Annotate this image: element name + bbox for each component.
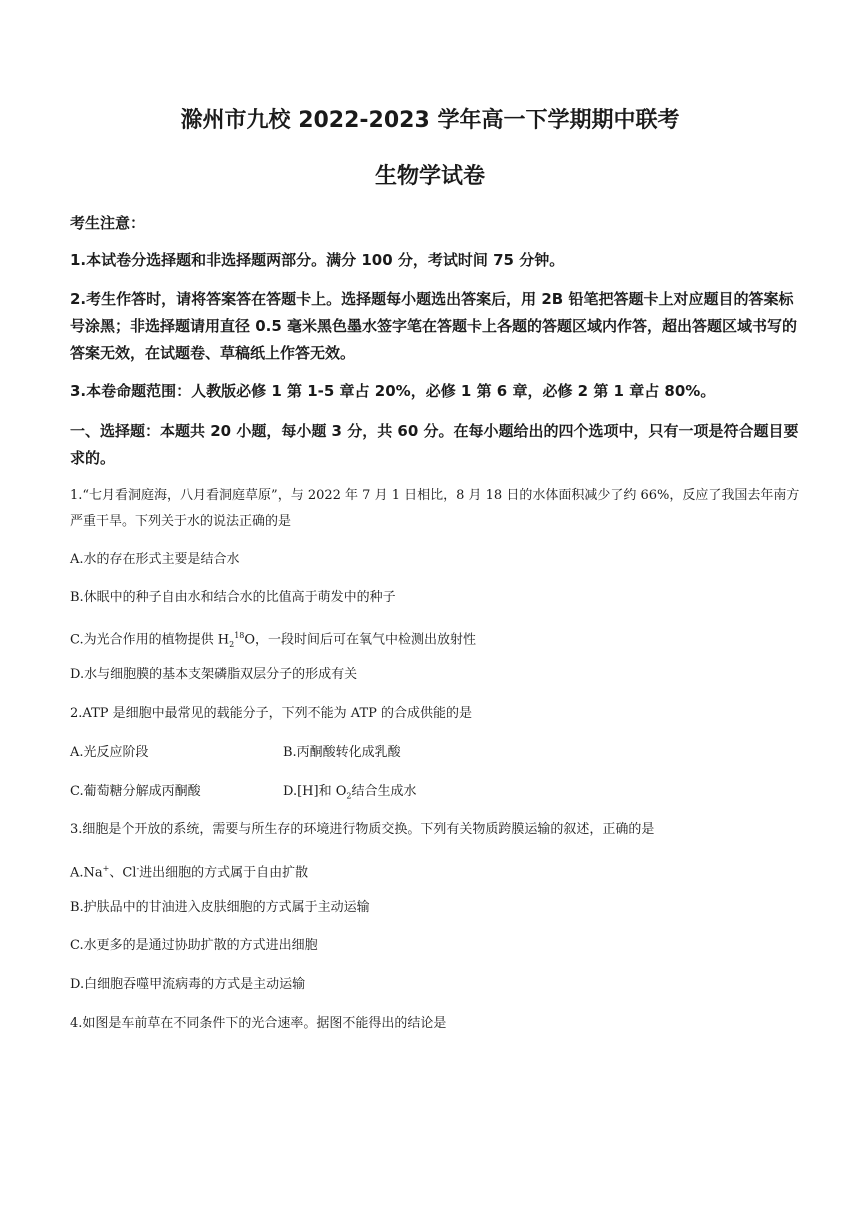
exam-title: 滁州市九校 2022-2023 学年高一下学期期中联考	[180, 108, 680, 133]
question-3-option-d: D.白细胞吞噬甲流病毒的方式是主动运输	[70, 977, 306, 992]
question-1-option-b: B.休眠中的种子自由水和结合水的比值高于萌发中的种子	[70, 590, 396, 605]
question-1-option-a: A.水的存在形式主要是结合水	[70, 552, 240, 567]
exam-subtitle: 生物学试卷	[374, 164, 485, 189]
question-2-option-b: B.丙酮酸转化成乳酸	[283, 745, 401, 760]
question-3-option-a: A.Na+、Cl-进出细胞的方式属于自由扩散	[70, 864, 309, 881]
question-3-stem: 3.细胞是个开放的系统，需要与所生存的环境进行物质交换。下列有关物质跨膜运输的叙述，正确的是	[70, 822, 655, 837]
notice-item-3: 3.本卷命题范围：人教版必修 1 第 1-5 章占 20%，必修 1 第 6 章，必修 2 第 1 章占 80%。	[70, 382, 716, 400]
question-1-stem: 1.“七月看洞庭海，八月看洞庭草原”，与 2022 年 7 月 1 日相比，8 月 18 日的水体面积减少了约 66%，反应了我国去年南方严重干旱。下列关于水的说法正确的是	[70, 488, 800, 529]
question-1-option-c: C.为光合作用的植物提供 $H_2^{18}O$，一段时间后可在氧气中检测出放射性	[70, 631, 477, 649]
notice-item-2: 2.考生作答时，请将答案答在答题卡上。选择题每小题选出答案后，用 2B 铅笔把答题卡上对应题目的答案标号涂黑；非选择题请用直径 0.5 毫米黑色墨水签字笔在答题卡上各题的答题区域内作答，超出答题区域书写的答案无效，在试题卷、草稿纸上作答无效。	[70, 290, 798, 362]
question-1-option-d: D.水与细胞膜的基本支架磷脂双层分子的形成有关	[70, 667, 358, 682]
question-2-stem: 2.ATP 是细胞中最常见的载能分子，下列不能为 ATP 的合成供能的是	[70, 706, 472, 721]
question-2-option-a: A.光反应阶段	[70, 745, 149, 760]
question-4-stem: 4.如图是车前草在不同条件下的光合速率。据图不能得出的结论是	[70, 1016, 447, 1031]
question-2-option-c: C.葡萄糖分解成丙酮酸	[70, 784, 201, 799]
question-2-option-d: D.[H]和 $O_2$结合生成水	[283, 784, 417, 801]
notice-heading: 考生注意：	[70, 214, 146, 232]
question-3-option-c: C.水更多的是通过协助扩散的方式进出细胞	[70, 938, 318, 953]
question-3-option-b: B.护肤品中的甘油进入皮肤细胞的方式属于主动运输	[70, 900, 370, 915]
notice-item-1: 1.本试卷分选择题和非选择题两部分。满分 100 分，考试时间 75 分钟。	[70, 251, 565, 269]
section-heading: 一、选择题：本题共 20 小题，每小题 3 分，共 60 分。在每小题给出的四个选项中，只有一项是符合题目要求的。	[70, 422, 799, 467]
